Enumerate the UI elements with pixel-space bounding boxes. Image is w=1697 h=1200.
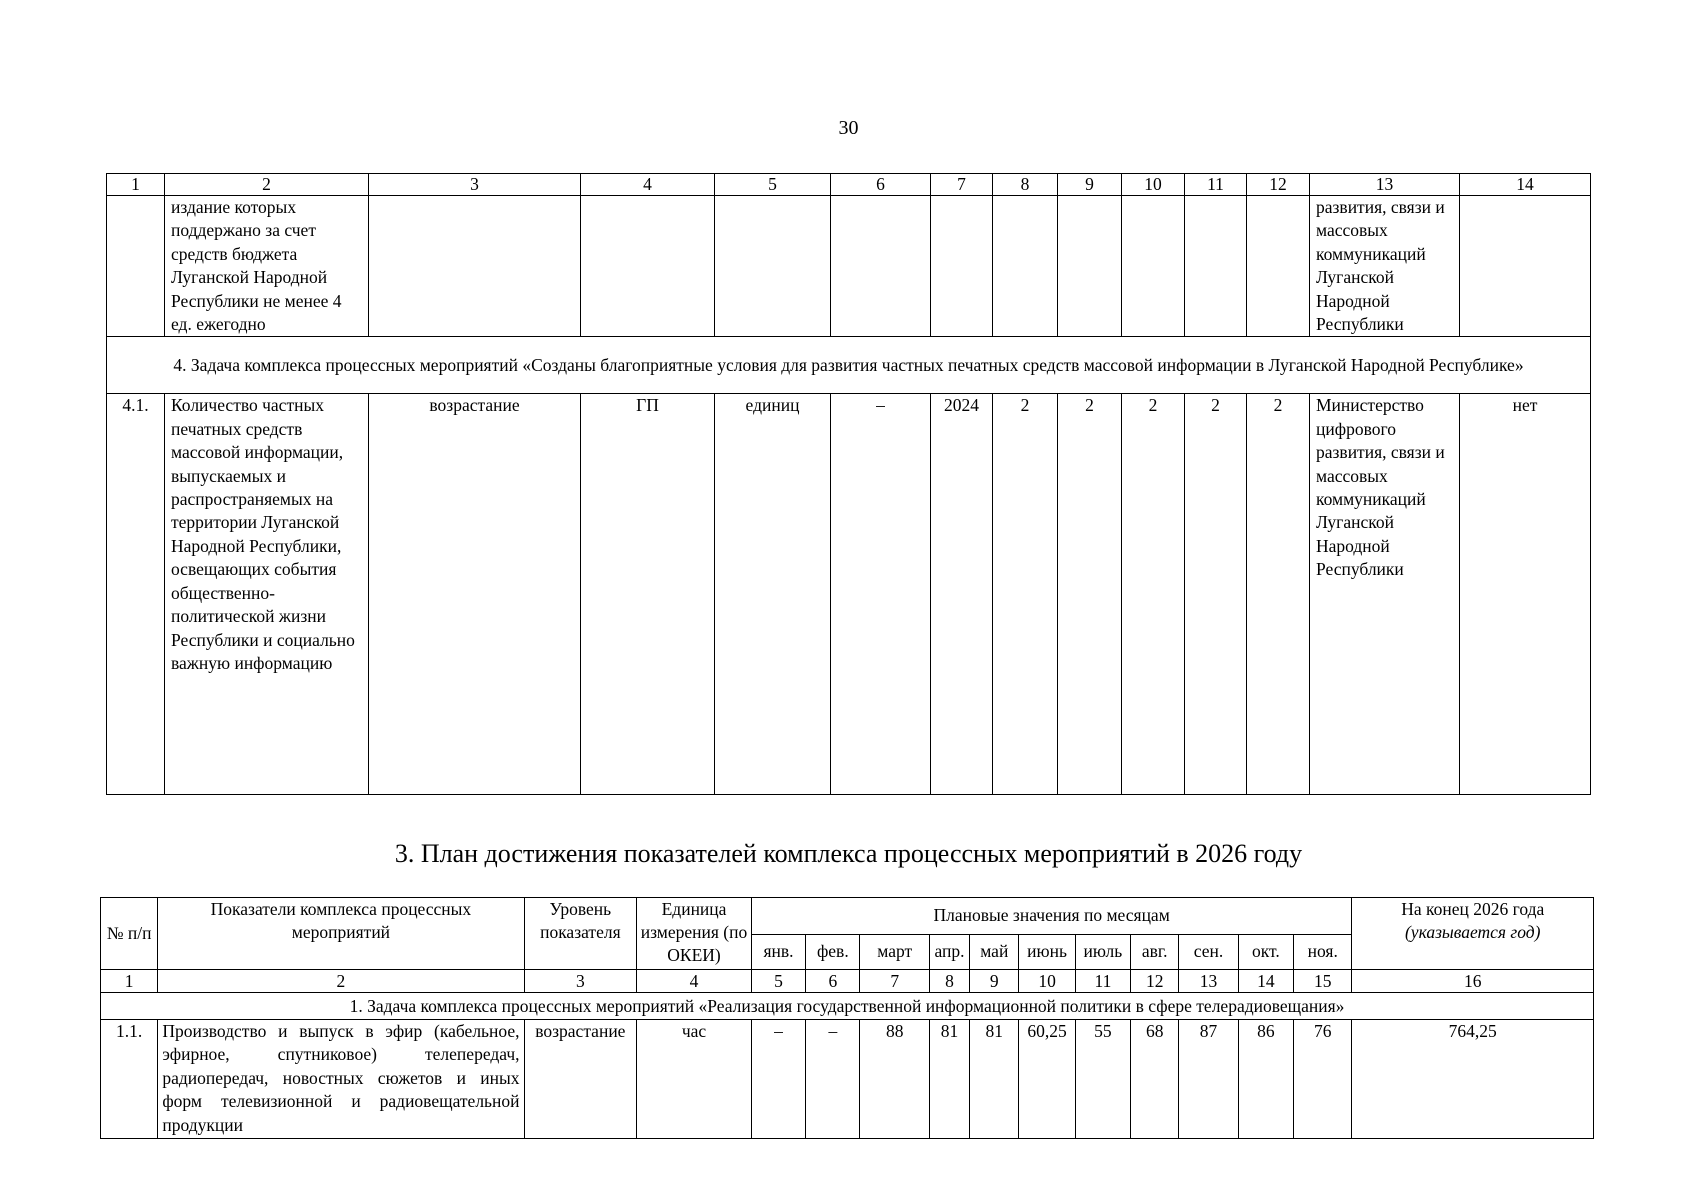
end-year-note: (указывается год) xyxy=(1404,922,1541,942)
month-header: март xyxy=(860,935,929,970)
month-header: июнь xyxy=(1019,935,1075,970)
month-value: 81 xyxy=(970,1020,1019,1139)
col-num: 14 xyxy=(1460,174,1591,196)
cell xyxy=(1122,196,1185,337)
col-num: 7 xyxy=(931,174,993,196)
col-num: 3 xyxy=(524,970,637,993)
month-value: 88 xyxy=(860,1020,929,1139)
cell xyxy=(1058,196,1122,337)
monthly-plan-table xyxy=(100,897,1594,1139)
col-num: 12 xyxy=(1247,174,1310,196)
col-num: 13 xyxy=(1179,970,1238,993)
value: 2 xyxy=(1122,394,1185,795)
row-number: 4.1. xyxy=(107,394,165,795)
col-num: 2 xyxy=(165,174,369,196)
col-num: 8 xyxy=(929,970,969,993)
table-row xyxy=(107,394,1591,795)
month-value: 60,25 xyxy=(1019,1020,1075,1139)
col-num: 3 xyxy=(369,174,581,196)
month-value: 81 xyxy=(929,1020,969,1139)
col-num: 9 xyxy=(1058,174,1122,196)
cell xyxy=(1460,196,1591,337)
col-num: 10 xyxy=(1122,174,1185,196)
column-number-row xyxy=(107,174,1591,196)
col-num: 5 xyxy=(715,174,831,196)
unit: единиц xyxy=(715,394,831,795)
month-value: 76 xyxy=(1294,1020,1352,1139)
responsible-continued: развития, связи и массовых коммуникаций Луганской Народной Республики xyxy=(1310,196,1460,337)
col-num: 9 xyxy=(970,970,1019,993)
value: 2 xyxy=(1058,394,1122,795)
indicator-name-continued: издание которых поддержано за счет средств бюджета Луганской Народной Республики не менее 4 ед. ежегодно xyxy=(165,196,369,337)
section-title: 3. План достижения показателей комплекса процессных мероприятий в 2026 году xyxy=(394,839,1303,868)
cell xyxy=(1247,196,1310,337)
col-num: 13 xyxy=(1310,174,1460,196)
col-num: 4 xyxy=(581,174,715,196)
month-value: 55 xyxy=(1075,1020,1130,1139)
unit: час xyxy=(637,1020,752,1139)
cell xyxy=(715,196,831,337)
cell xyxy=(993,196,1058,337)
col-num: 2 xyxy=(158,970,524,993)
month-header: июль xyxy=(1075,935,1130,970)
month-header: авг. xyxy=(1131,935,1179,970)
row-number: 1.1. xyxy=(101,1020,158,1139)
month-header: фев. xyxy=(806,935,860,970)
col-num: 7 xyxy=(860,970,929,993)
indicator-name: Производство и выпуск в эфир (кабельное, эфирное, спутниковое) телепередач, радиопередач, новостных сюжетов и иных форм телевизионной и радиовещательной продукции xyxy=(158,1020,524,1139)
col-num: 6 xyxy=(831,174,931,196)
col-num: 11 xyxy=(1075,970,1130,993)
value: 2 xyxy=(1185,394,1247,795)
indicators-table-continued xyxy=(106,173,1591,795)
month-value: 87 xyxy=(1179,1020,1238,1139)
col-num: 6 xyxy=(806,970,860,993)
month-value: – xyxy=(806,1020,860,1139)
col-num: 10 xyxy=(1019,970,1075,993)
value: 2 xyxy=(993,394,1058,795)
month-value: 86 xyxy=(1238,1020,1293,1139)
header-row xyxy=(101,898,1594,935)
col-num: 8 xyxy=(993,174,1058,196)
column-number-row xyxy=(101,970,1594,993)
year-total: 764,25 xyxy=(1352,1020,1594,1139)
end-year-label: На конец 2026 года xyxy=(1401,899,1545,919)
base-year: 2024 xyxy=(931,394,993,795)
base-value: – xyxy=(831,394,931,795)
col-num: 14 xyxy=(1238,970,1293,993)
cell xyxy=(1185,196,1247,337)
end-year-header xyxy=(1352,898,1594,970)
month-header: янв. xyxy=(751,935,805,970)
level-header: Уровень показателя xyxy=(524,898,637,970)
indicator-header: Показатели комплекса процессных мероприятий xyxy=(158,898,524,970)
value: 2 xyxy=(1247,394,1310,795)
cell xyxy=(581,196,715,337)
table-row xyxy=(107,196,1591,337)
unit-header: Единица измерения (по ОКЕИ) xyxy=(637,898,752,970)
task-1-title: 1. Задача комплекса процессных мероприятий «Реализация государственной информационной политики в сфере телерадиовещания» xyxy=(101,993,1594,1020)
level: ГП xyxy=(581,394,715,795)
level: возрастание xyxy=(524,1020,637,1139)
task-row xyxy=(101,993,1594,1020)
col-num: 15 xyxy=(1294,970,1352,993)
month-header: май xyxy=(970,935,1019,970)
month-header: сен. xyxy=(1179,935,1238,970)
extra-info: нет xyxy=(1460,394,1591,795)
num-header: № п/п xyxy=(101,898,158,970)
col-num: 11 xyxy=(1185,174,1247,196)
indicator-name: Количество частных печатных средств массовой информации, выпускаемых и распространяемых на территории Луганской Народной Республики, освещающих события общественно-политической жизни Республики и социально важную информацию xyxy=(165,394,369,795)
cell xyxy=(831,196,931,337)
page-number: 30 xyxy=(838,117,859,139)
month-header: апр. xyxy=(929,935,969,970)
col-num: 16 xyxy=(1352,970,1594,993)
cell xyxy=(931,196,993,337)
month-header: ноя. xyxy=(1294,935,1352,970)
task-4-title: 4. Задача комплекса процессных мероприятий «Созданы благоприятные условия для развития частных печатных средств массовой информации в Луганской Народной Республике» xyxy=(107,337,1591,394)
col-num: 12 xyxy=(1131,970,1179,993)
direction: возрастание xyxy=(369,394,581,795)
col-num: 4 xyxy=(637,970,752,993)
cell xyxy=(369,196,581,337)
responsible: Министерство цифрового развития, связи и массовых коммуникаций Луганской Народной Республики xyxy=(1310,394,1460,795)
col-num: 5 xyxy=(751,970,805,993)
table-row xyxy=(101,1020,1594,1139)
task-row xyxy=(107,337,1591,394)
cell xyxy=(107,196,165,337)
col-num: 1 xyxy=(107,174,165,196)
month-value: 68 xyxy=(1131,1020,1179,1139)
planned-values-header: Плановые значения по месяцам xyxy=(751,898,1352,935)
month-header: окт. xyxy=(1238,935,1293,970)
col-num: 1 xyxy=(101,970,158,993)
month-value: – xyxy=(751,1020,805,1139)
